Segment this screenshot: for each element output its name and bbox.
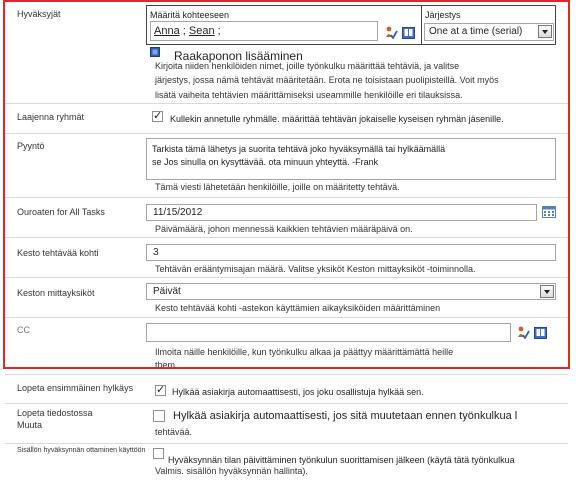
cc-row	[5, 318, 568, 374]
duration-desc: Tehtävän erääntymisajan määrä. Valitse yksiköt Keston mittayksiköt -toiminnolla.	[155, 264, 476, 274]
person-sean[interactable]: Sean	[188, 25, 215, 37]
due-date-input[interactable]: 11/15/2012	[146, 204, 537, 221]
end-first-reject-label: Lopeta ensimmäinen hylkäys	[17, 383, 134, 393]
chevron-down-icon[interactable]	[540, 285, 554, 298]
duration-units-select[interactable]: Päivät	[146, 283, 556, 300]
end-first-reject-checkbox[interactable]	[155, 385, 166, 396]
approvers-table	[146, 5, 556, 45]
address-book-icon[interactable]	[402, 27, 415, 39]
request-label: Pyyntö	[17, 141, 45, 151]
due-date-row	[5, 198, 568, 238]
approvers-label: Hyväksyjät	[17, 9, 61, 19]
content-approval-line-2: Valmis. sisällön hyväksynnän hallinta).	[155, 466, 308, 476]
end-first-reject-row	[5, 374, 568, 404]
duration-label: Kesto tehtävää kohti	[17, 248, 99, 258]
order-header: Järjestys	[425, 10, 461, 20]
cc-desc-2: them.	[155, 360, 178, 370]
expand-groups-row	[5, 104, 568, 134]
cc-desc-1: Ilmoita näille henkilöille, kun työnkulku alkaa ja päättyy määrittämättä heille	[155, 347, 454, 357]
content-approval-checkbox[interactable]	[153, 448, 164, 459]
end-on-change-label-2: Muuta	[17, 420, 43, 430]
due-date-desc: Päivämäärä, johon mennessä kaikkien tehtävien määräpäivä on.	[155, 224, 413, 234]
assign-people-input[interactable]: Anna ; Sean ;	[150, 21, 378, 41]
add-stage-icon[interactable]	[150, 47, 160, 57]
approvers-desc-2: järjestys, jossa nämä tehtävät määritetään. Erota ne toisistaan puolipisteillä. Voit myös	[155, 75, 499, 85]
calendar-icon[interactable]	[542, 205, 556, 218]
order-select[interactable]: One at a time (serial)	[424, 23, 554, 41]
person-anna[interactable]: Anna	[154, 25, 180, 37]
end-first-reject-text: Hylkää asiakirja automaattisesti, jos joku osallistuja hylkää sen.	[172, 387, 424, 397]
cc-label: CC	[17, 325, 30, 335]
duration-input[interactable]: 3	[146, 244, 556, 261]
approvers-desc-1: Kirjoita niiden henkilöiden nimet, joille työnkulku määrittää tehtäviä, ja valitse	[155, 61, 460, 71]
expand-groups-checkbox[interactable]	[152, 111, 163, 122]
check-names-icon[interactable]	[385, 26, 398, 39]
address-book-icon[interactable]	[534, 327, 547, 339]
chevron-down-icon[interactable]	[538, 25, 552, 38]
end-on-change-text: Hylkää asiakirja automaattisesti, jos sitä muutetaan ennen työnkulkua l	[173, 410, 518, 422]
end-on-change-label-1: Lopeta tiedostossa	[17, 408, 93, 418]
request-desc: Tämä viesti lähetetään henkilöille, joille on määritetty tehtävä.	[155, 182, 400, 192]
end-on-change-desc: tehtävää.	[155, 427, 193, 437]
assign-header: Määritä kohteeseen	[150, 10, 230, 20]
request-row	[5, 134, 568, 198]
expand-groups-text: Kullekin annetulle ryhmälle. määrittää tehtävän jokaiselle kyseisen ryhmän jäsenille.	[170, 114, 504, 124]
end-on-change-checkbox[interactable]	[153, 410, 165, 422]
approvers-row	[5, 0, 568, 104]
content-approval-row	[5, 444, 568, 482]
check-names-icon[interactable]	[517, 326, 530, 339]
add-stage-link[interactable]: Raakaponon lisääminen	[174, 49, 303, 63]
expand-groups-label: Laajenna ryhmät	[17, 112, 85, 122]
end-on-change-row	[5, 404, 568, 444]
due-date-label: Ouroaten for All Tasks	[17, 207, 105, 217]
request-textarea[interactable]: Tarkista tämä lähetys ja suorita tehtävä joko hyväksymällä tai hylkäämällä se Jos sinulla on kysyttävää. ota minuun yhteyttä. -Frank	[146, 138, 556, 180]
duration-units-desc: Kesto tehtävää kohti -astekon käyttämien aikayksiköiden määrittäminen	[155, 303, 441, 313]
content-approval-line-1: Hyväksynnän tilan päivittäminen työnkulun suorittamisen jälkeen (käytä tätä työnkulkua	[168, 455, 515, 465]
cc-input[interactable]	[146, 323, 511, 342]
content-approval-label: Sisällön hyväksynnän ottaminen käyttöön	[17, 447, 146, 454]
duration-units-label: Keston mittayksiköt	[17, 288, 95, 298]
approvers-desc-3: lisätä vaiheita tehtävien määrittämiseksi useammille henkilöille eri tilauksissa.	[155, 90, 463, 100]
duration-row	[5, 238, 568, 278]
duration-units-row	[5, 278, 568, 318]
